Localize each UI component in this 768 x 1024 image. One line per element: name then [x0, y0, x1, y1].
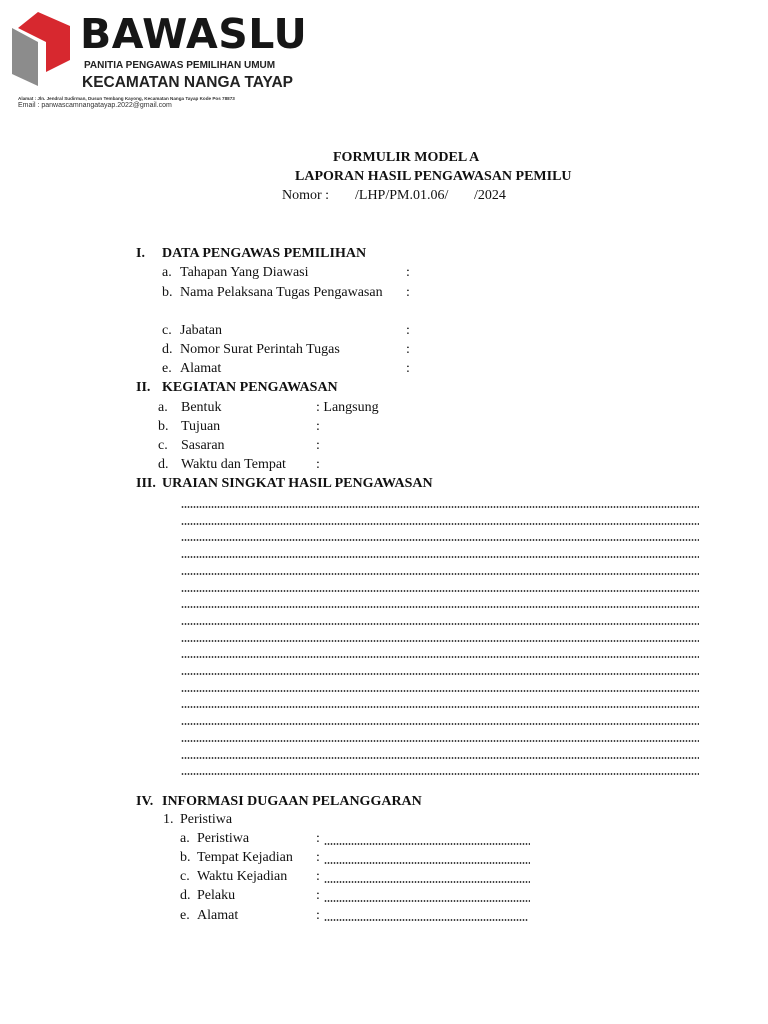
summary-dotted-line: [181, 757, 699, 759]
s2-item-label: Bentuk: [181, 400, 222, 415]
s4-item-colon: :: [316, 908, 320, 923]
s4-item-label: Tempat Kejadian: [197, 850, 293, 865]
s4-item-letter: b.: [180, 850, 191, 865]
s4-sub-number: 1.: [163, 812, 174, 827]
s1-item-letter: e.: [162, 361, 172, 376]
s2-item-label: Waktu dan Tempat: [181, 457, 286, 472]
summary-dotted-line: [181, 740, 699, 742]
s4-item-letter: c.: [180, 869, 190, 884]
s4-item-colon: :: [316, 869, 320, 884]
s1-item-colon: :: [406, 285, 410, 300]
s4-item-letter: e.: [180, 908, 190, 923]
section-1-number: I.: [136, 246, 145, 261]
s4-item-fill-line: [324, 881, 530, 883]
section-1-heading: DATA PENGAWAS PEMILIHAN: [162, 246, 367, 261]
brand-name: BAWASLU: [80, 10, 308, 58]
s2-item-letter: d.: [158, 457, 169, 472]
s1-item-label: Nama Pelaksana Tugas Pengawasan: [180, 285, 383, 300]
s4-item-fill-line: [324, 900, 530, 902]
bawaslu-logo-icon: [8, 8, 78, 88]
s4-item-label: Pelaku: [197, 888, 236, 903]
section-3-number: III.: [136, 476, 156, 491]
s2-item-value: :: [316, 438, 320, 453]
s4-item-colon: :: [316, 831, 320, 846]
s1-item-colon: :: [406, 361, 410, 376]
s4-item-label: Peristiwa: [197, 831, 250, 846]
summary-dotted-line: [181, 723, 699, 725]
s4-item-label: Waktu Kejadian: [197, 869, 288, 884]
section-4-number: IV.: [136, 794, 154, 809]
s2-item-letter: c.: [158, 438, 168, 453]
summary-dotted-line: [181, 606, 699, 608]
s4-item-colon: :: [316, 888, 320, 903]
s2-item-label: Tujuan: [181, 419, 221, 434]
s2-item-label: Sasaran: [181, 438, 225, 453]
s1-item-colon: :: [406, 323, 410, 338]
nomor-value: /LHP/PM.01.06/: [355, 188, 449, 203]
email-line: Email : panwascamnangatayap.2022@gmail.com: [18, 102, 172, 109]
s1-item-letter: a.: [162, 265, 172, 280]
summary-dotted-line: [181, 623, 699, 625]
s4-item-fill-line: [324, 919, 528, 921]
s1-item-label: Jabatan: [180, 323, 222, 338]
s2-item-value: : Langsung: [316, 400, 379, 415]
form-title: FORMULIR MODEL A: [333, 150, 480, 165]
s4-sub-heading: Peristiwa: [180, 812, 233, 827]
section-4-heading: INFORMASI DUGAAN PELANGGARAN: [162, 794, 422, 809]
s4-item-label: Alamat: [197, 908, 239, 923]
s4-item-fill-line: [324, 862, 530, 864]
s4-item-letter: a.: [180, 831, 190, 846]
section-2-number: II.: [136, 380, 151, 395]
s1-item-label: Tahapan Yang Diawasi: [180, 265, 309, 280]
s4-item-letter: d.: [180, 888, 191, 903]
nomor-label: Nomor :: [282, 188, 330, 203]
section-2-heading: KEGIATAN PENGAWASAN: [162, 380, 338, 395]
summary-dotted-line: [181, 673, 699, 675]
s4-item-fill-line: [324, 843, 530, 845]
summary-dotted-line: [181, 556, 699, 558]
organization-name: PANITIA PENGAWAS PEMILIHAN UMUM: [84, 60, 276, 71]
nomor-year: /2024: [474, 188, 506, 203]
section-3-heading: URAIAN SINGKAT HASIL PENGAWASAN: [162, 476, 433, 491]
summary-dotted-line: [181, 590, 699, 592]
s2-item-letter: a.: [158, 400, 168, 415]
summary-dotted-line: [181, 640, 699, 642]
s1-item-label: Alamat: [180, 361, 222, 376]
s2-item-value: :: [316, 457, 320, 472]
summary-dotted-line: [181, 656, 699, 658]
summary-dotted-line: [181, 573, 699, 575]
summary-dotted-line: [181, 506, 699, 508]
s2-item-value: :: [316, 419, 320, 434]
summary-dotted-line: [181, 706, 699, 708]
district-name: KECAMATAN NANGA TAYAP: [82, 74, 293, 91]
s1-item-colon: :: [406, 342, 410, 357]
summary-dotted-line: [181, 773, 699, 775]
summary-dotted-line: [181, 690, 699, 692]
s1-item-letter: c.: [162, 323, 172, 338]
s4-item-colon: :: [316, 850, 320, 865]
address-line: Alamat : Jln. Jendral Sudirman, Dusun Tembang Kayong, Kecamatan Nanga Tayap Kode Pos 78873: [18, 96, 235, 101]
report-title: LAPORAN HASIL PENGAWASAN PEMILU: [295, 169, 572, 184]
s2-item-letter: b.: [158, 419, 169, 434]
s1-item-letter: d.: [162, 342, 173, 357]
s1-item-colon: :: [406, 265, 410, 280]
summary-dotted-line: [181, 523, 699, 525]
s1-item-letter: b.: [162, 285, 173, 300]
s1-item-label: Nomor Surat Perintah Tugas: [180, 342, 340, 357]
summary-dotted-line: [181, 539, 699, 541]
